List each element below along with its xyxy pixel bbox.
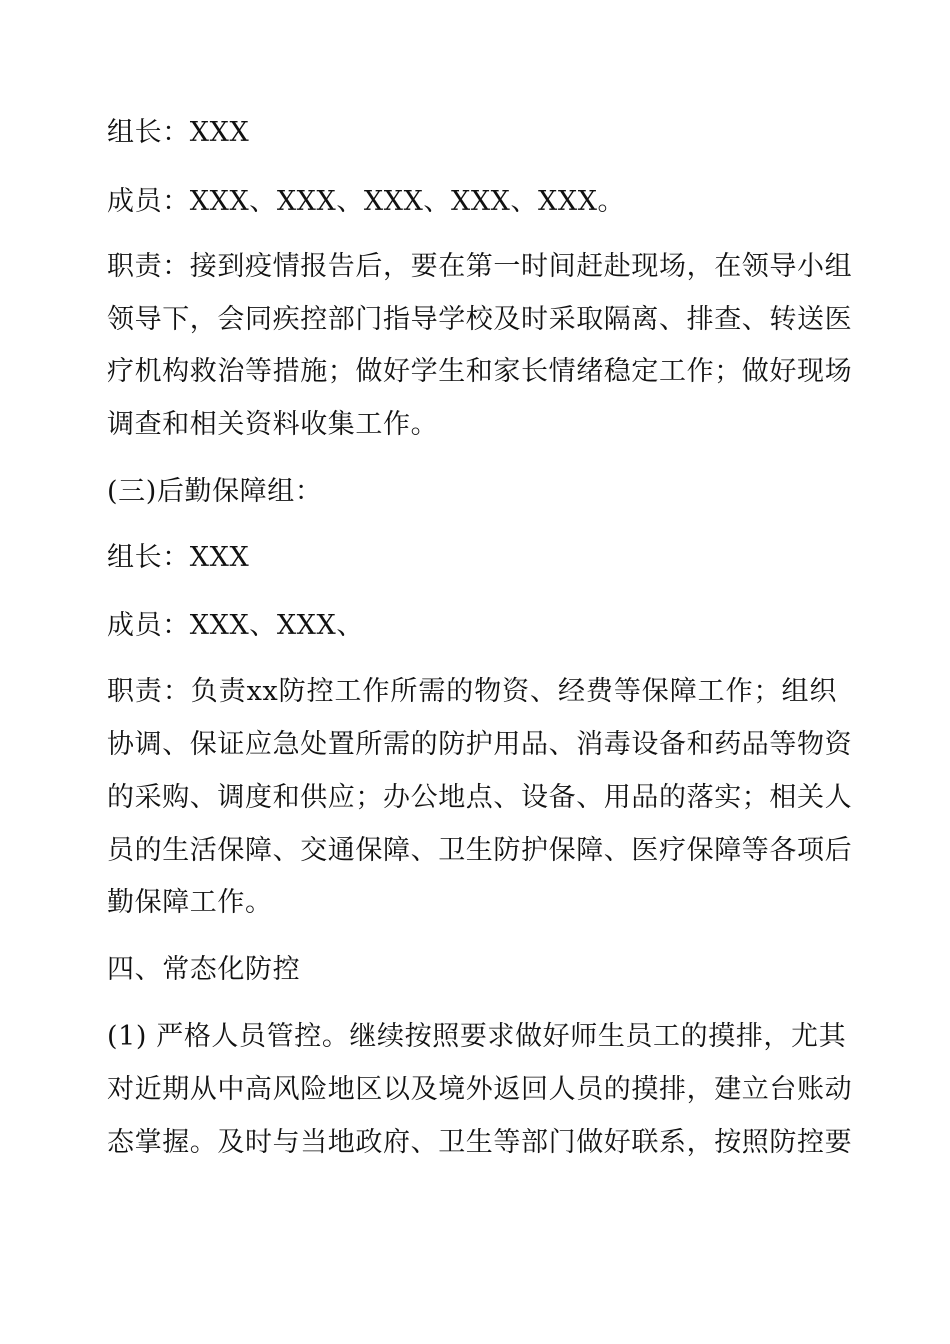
members-line: 成员：XXX、XXX、XXX、XXX、XXX。 xyxy=(107,186,626,217)
duties-paragraph-line: 员的生活保障、交通保障、卫生防护保障、医疗保障等各项后 xyxy=(107,835,853,866)
group-leader-line: 组长：XXX xyxy=(107,542,250,573)
duties-paragraph-line: 的采购、调度和供应；办公地点、设备、用品的落实；相关人 xyxy=(107,782,853,813)
duties-paragraph-line: 勤保障工作。 xyxy=(107,887,273,918)
duties-paragraph-line: 职责：负责xx防控工作所需的物资、经费等保障工作；组织 xyxy=(107,676,837,707)
duties-paragraph-line: 职责：接到疫情报告后，要在第一时间赶赴现场，在领导小组 xyxy=(107,251,853,282)
group-leader-line: 组长：XXX xyxy=(107,117,250,148)
duties-paragraph-line: 协调、保证应急处置所需的防护用品、消毒设备和药品等物资 xyxy=(107,729,853,760)
members-line: 成员：XXX、XXX、 xyxy=(107,610,364,641)
duties-paragraph-line: 领导下，会同疾控部门指导学校及时采取隔离、排查、转送医 xyxy=(107,304,853,335)
section-heading-normalized-control: 四、常态化防控 xyxy=(107,954,301,985)
paragraph-line: 对近期从中高风险地区以及境外返回人员的摸排，建立台账动 xyxy=(107,1074,853,1105)
duties-paragraph-line: 调查和相关资料收集工作。 xyxy=(107,409,439,440)
duties-paragraph-line: 疗机构救治等措施；做好学生和家长情绪稳定工作；做好现场 xyxy=(107,356,853,387)
paragraph-line: (1) 严格人员管控。继续按照要求做好师生员工的摸排，尤其 xyxy=(107,1021,847,1052)
paragraph-line: 态掌握。及时与当地政府、卫生等部门做好联系，按照防控要 xyxy=(107,1127,853,1158)
section-heading-logistics: (三)后勤保障组： xyxy=(107,476,323,507)
